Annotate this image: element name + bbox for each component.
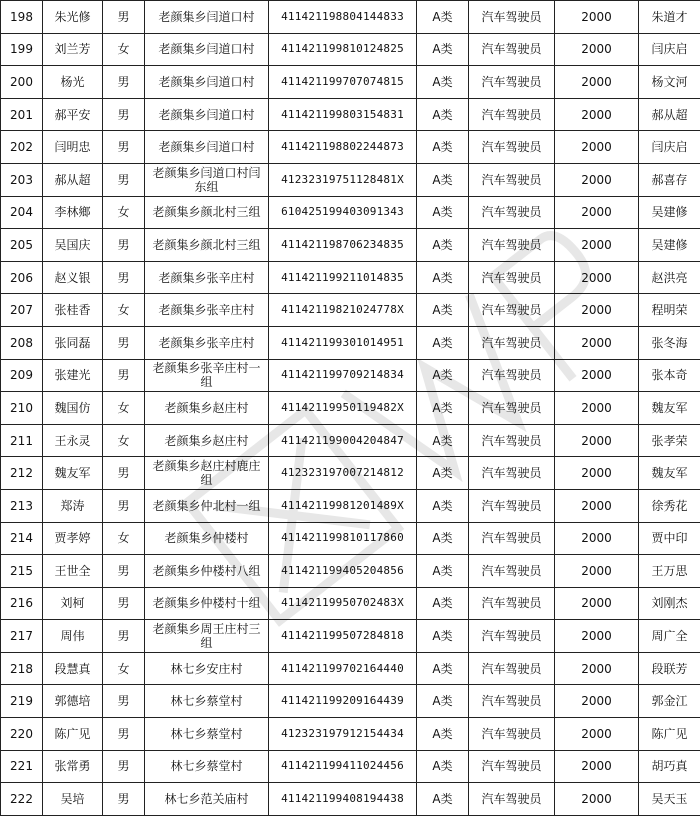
category-cell: A类 (417, 131, 469, 164)
category-cell: A类 (417, 718, 469, 751)
address-cell: 老颜集乡张辛庄村一组 (145, 359, 269, 392)
id-number-cell: 411421199803154831 (269, 98, 417, 131)
gender-cell: 男 (103, 620, 145, 653)
table-row (1, 33, 700, 66)
id-number-cell: 610425199403091343 (269, 196, 417, 229)
id-number-cell: 411421199507284818 (269, 620, 417, 653)
gender-cell: 男 (103, 163, 145, 196)
category-cell: A类 (417, 359, 469, 392)
amount-cell: 2000 (555, 98, 639, 131)
name-cell: 魏友军 (43, 457, 103, 490)
name-cell: 张建光 (43, 359, 103, 392)
address-cell: 林七乡安庄村 (145, 652, 269, 685)
amount-cell: 2000 (555, 555, 639, 588)
category-cell: A类 (417, 750, 469, 783)
gender-cell: 女 (103, 522, 145, 555)
row-number: 205 (1, 229, 43, 262)
id-number-cell: 411421199405204856 (269, 555, 417, 588)
id-number-cell: 411421198804144833 (269, 1, 417, 34)
amount-cell: 2000 (555, 261, 639, 294)
table-row (1, 163, 700, 196)
category-cell: A类 (417, 229, 469, 262)
table-row (1, 457, 700, 490)
row-number: 206 (1, 261, 43, 294)
table-row (1, 131, 700, 164)
category-cell: A类 (417, 555, 469, 588)
contact-cell: 周广全 (639, 620, 700, 653)
id-number-cell: 411421199702164440 (269, 652, 417, 685)
address-cell: 老颜集乡仲楼村 (145, 522, 269, 555)
gender-cell: 女 (103, 33, 145, 66)
category-cell: A类 (417, 196, 469, 229)
name-cell: 陈广见 (43, 718, 103, 751)
row-number: 200 (1, 66, 43, 99)
contact-cell: 魏友军 (639, 392, 700, 425)
gender-cell: 男 (103, 1, 145, 34)
contact-cell: 杨文河 (639, 66, 700, 99)
id-number-cell: 411421199209164439 (269, 685, 417, 718)
category-cell: A类 (417, 261, 469, 294)
contact-cell: 刘刚杰 (639, 587, 700, 620)
name-cell: 王永灵 (43, 424, 103, 457)
table-row (1, 522, 700, 555)
gender-cell: 男 (103, 229, 145, 262)
name-cell: 闫明忠 (43, 131, 103, 164)
table-row (1, 424, 700, 457)
job-type-cell: 汽车驾驶员 (469, 587, 555, 620)
gender-cell: 男 (103, 326, 145, 359)
contact-cell: 闫庆启 (639, 33, 700, 66)
address-cell: 老颜集乡颜北村三组 (145, 196, 269, 229)
contact-cell: 闫庆启 (639, 131, 700, 164)
gender-cell: 男 (103, 359, 145, 392)
contact-cell: 程明荣 (639, 294, 700, 327)
gender-cell: 女 (103, 196, 145, 229)
table-row (1, 1, 700, 34)
gender-cell: 男 (103, 131, 145, 164)
job-type-cell: 汽车驾驶员 (469, 229, 555, 262)
job-type-cell: 汽车驾驶员 (469, 522, 555, 555)
row-number: 210 (1, 392, 43, 425)
id-number-cell: 411421199707074815 (269, 66, 417, 99)
contact-cell: 吴建修 (639, 196, 700, 229)
gender-cell: 男 (103, 261, 145, 294)
name-cell: 魏国仿 (43, 392, 103, 425)
name-cell: 贾孝婷 (43, 522, 103, 555)
contact-cell: 吴建修 (639, 229, 700, 262)
table-row (1, 489, 700, 522)
job-type-cell: 汽车驾驶员 (469, 718, 555, 751)
gender-cell: 男 (103, 457, 145, 490)
name-cell: 吴国庆 (43, 229, 103, 262)
gender-cell: 男 (103, 750, 145, 783)
category-cell: A类 (417, 489, 469, 522)
address-cell: 老颜集乡赵庄村 (145, 424, 269, 457)
amount-cell: 2000 (555, 359, 639, 392)
row-number: 213 (1, 489, 43, 522)
table-row (1, 620, 700, 653)
category-cell: A类 (417, 522, 469, 555)
id-number-cell: 411421199301014951 (269, 326, 417, 359)
address-cell: 老颜集乡赵庄村鹿庄组 (145, 457, 269, 490)
contact-cell: 张孝荣 (639, 424, 700, 457)
contact-cell: 陈广见 (639, 718, 700, 751)
name-cell: 李林鄉 (43, 196, 103, 229)
job-type-cell: 汽车驾驶员 (469, 652, 555, 685)
name-cell: 王世全 (43, 555, 103, 588)
name-cell: 吴培 (43, 783, 103, 816)
gender-cell: 男 (103, 555, 145, 588)
row-number: 199 (1, 33, 43, 66)
amount-cell: 2000 (555, 718, 639, 751)
table-row (1, 66, 700, 99)
amount-cell: 2000 (555, 522, 639, 555)
amount-cell: 2000 (555, 750, 639, 783)
amount-cell: 2000 (555, 783, 639, 816)
id-number-cell: 411421199709214834 (269, 359, 417, 392)
contact-cell: 赵洪亮 (639, 261, 700, 294)
id-number-cell: 412323197007214812 (269, 457, 417, 490)
address-cell: 老颜集乡闫道口村 (145, 98, 269, 131)
name-cell: 段慧真 (43, 652, 103, 685)
job-type-cell: 汽车驾驶员 (469, 424, 555, 457)
address-cell: 林七乡蔡堂村 (145, 685, 269, 718)
job-type-cell: 汽车驾驶员 (469, 98, 555, 131)
name-cell: 周伟 (43, 620, 103, 653)
row-number: 204 (1, 196, 43, 229)
gender-cell: 女 (103, 424, 145, 457)
job-type-cell: 汽车驾驶员 (469, 555, 555, 588)
contact-cell: 郭金江 (639, 685, 700, 718)
name-cell: 张桂香 (43, 294, 103, 327)
contact-cell: 王万思 (639, 555, 700, 588)
name-cell: 杨光 (43, 66, 103, 99)
amount-cell: 2000 (555, 33, 639, 66)
amount-cell: 2000 (555, 424, 639, 457)
amount-cell: 2000 (555, 685, 639, 718)
name-cell: 刘兰芳 (43, 33, 103, 66)
amount-cell: 2000 (555, 457, 639, 490)
amount-cell: 2000 (555, 1, 639, 34)
contact-cell: 郝从超 (639, 98, 700, 131)
category-cell: A类 (417, 66, 469, 99)
name-cell: 郑涛 (43, 489, 103, 522)
category-cell: A类 (417, 163, 469, 196)
job-type-cell: 汽车驾驶员 (469, 33, 555, 66)
name-cell: 刘柯 (43, 587, 103, 620)
row-number: 201 (1, 98, 43, 131)
table-row (1, 783, 700, 816)
row-number: 203 (1, 163, 43, 196)
address-cell: 老颜集乡闫道口村 (145, 66, 269, 99)
id-number-cell: 411421199810124825 (269, 33, 417, 66)
id-number-cell: 41232319751128481X (269, 163, 417, 196)
table-row (1, 555, 700, 588)
job-type-cell: 汽车驾驶员 (469, 489, 555, 522)
address-cell: 老颜集乡赵庄村 (145, 392, 269, 425)
id-number-cell: 411421199211014835 (269, 261, 417, 294)
contact-cell: 魏友军 (639, 457, 700, 490)
table-row (1, 98, 700, 131)
table-row (1, 261, 700, 294)
job-type-cell: 汽车驾驶员 (469, 359, 555, 392)
row-number: 218 (1, 652, 43, 685)
row-number: 202 (1, 131, 43, 164)
address-cell: 老颜集乡闫道口村 (145, 1, 269, 34)
amount-cell: 2000 (555, 196, 639, 229)
contact-cell: 胡巧真 (639, 750, 700, 783)
id-number-cell: 41142119821024778X (269, 294, 417, 327)
gender-cell: 男 (103, 685, 145, 718)
amount-cell: 2000 (555, 326, 639, 359)
job-type-cell: 汽车驾驶员 (469, 261, 555, 294)
amount-cell: 2000 (555, 229, 639, 262)
row-number: 208 (1, 326, 43, 359)
amount-cell: 2000 (555, 489, 639, 522)
gender-cell: 男 (103, 489, 145, 522)
category-cell: A类 (417, 457, 469, 490)
address-cell: 老颜集乡张辛庄村 (145, 326, 269, 359)
id-number-cell: 411421198802244873 (269, 131, 417, 164)
amount-cell: 2000 (555, 620, 639, 653)
contact-cell: 贾中印 (639, 522, 700, 555)
table-row (1, 359, 700, 392)
name-cell: 朱光修 (43, 1, 103, 34)
gender-cell: 男 (103, 718, 145, 751)
address-cell: 老颜集乡闫道口村 (145, 131, 269, 164)
amount-cell: 2000 (555, 163, 639, 196)
job-type-cell: 汽车驾驶员 (469, 392, 555, 425)
amount-cell: 2000 (555, 652, 639, 685)
name-cell: 赵义银 (43, 261, 103, 294)
id-number-cell: 411421199810117860 (269, 522, 417, 555)
amount-cell: 2000 (555, 66, 639, 99)
name-cell: 郭德培 (43, 685, 103, 718)
address-cell: 老颜集乡颜北村三组 (145, 229, 269, 262)
job-type-cell: 汽车驾驶员 (469, 294, 555, 327)
job-type-cell: 汽车驾驶员 (469, 1, 555, 34)
gender-cell: 男 (103, 98, 145, 131)
job-type-cell: 汽车驾驶员 (469, 131, 555, 164)
address-cell: 老颜集乡仲楼村八组 (145, 555, 269, 588)
address-cell: 林七乡蔡堂村 (145, 718, 269, 751)
gender-cell: 女 (103, 294, 145, 327)
address-cell: 老颜集乡闫道口村 (145, 33, 269, 66)
id-number-cell: 411421199004204847 (269, 424, 417, 457)
table-row (1, 229, 700, 262)
row-number: 211 (1, 424, 43, 457)
id-number-cell: 411421199408194438 (269, 783, 417, 816)
amount-cell: 2000 (555, 131, 639, 164)
job-type-cell: 汽车驾驶员 (469, 66, 555, 99)
id-number-cell: 41142119950119482X (269, 392, 417, 425)
gender-cell: 女 (103, 652, 145, 685)
row-number: 207 (1, 294, 43, 327)
category-cell: A类 (417, 587, 469, 620)
address-cell: 老颜集乡张辛庄村 (145, 261, 269, 294)
row-number: 216 (1, 587, 43, 620)
address-cell: 老颜集乡闫道口村闫东组 (145, 163, 269, 196)
table-row (1, 326, 700, 359)
gender-cell: 男 (103, 587, 145, 620)
category-cell: A类 (417, 326, 469, 359)
table-row (1, 718, 700, 751)
job-type-cell: 汽车驾驶员 (469, 620, 555, 653)
id-number-cell: 411421198706234835 (269, 229, 417, 262)
row-number: 220 (1, 718, 43, 751)
name-cell: 张同磊 (43, 326, 103, 359)
table-row (1, 750, 700, 783)
category-cell: A类 (417, 685, 469, 718)
row-number: 222 (1, 783, 43, 816)
address-cell: 老颜集乡张辛庄村 (145, 294, 269, 327)
job-type-cell: 汽车驾驶员 (469, 457, 555, 490)
row-number: 212 (1, 457, 43, 490)
job-type-cell: 汽车驾驶员 (469, 783, 555, 816)
contact-cell: 吴天玉 (639, 783, 700, 816)
category-cell: A类 (417, 294, 469, 327)
address-cell: 老颜集乡周王庄村三组 (145, 620, 269, 653)
table-row (1, 392, 700, 425)
name-cell: 郝平安 (43, 98, 103, 131)
row-number: 209 (1, 359, 43, 392)
category-cell: A类 (417, 1, 469, 34)
row-number: 198 (1, 1, 43, 34)
id-number-cell: 411421199411024456 (269, 750, 417, 783)
row-number: 214 (1, 522, 43, 555)
address-cell: 老颜集乡仲北村一组 (145, 489, 269, 522)
category-cell: A类 (417, 33, 469, 66)
table-row (1, 587, 700, 620)
table-row (1, 294, 700, 327)
table-row (1, 685, 700, 718)
category-cell: A类 (417, 620, 469, 653)
row-number: 217 (1, 620, 43, 653)
contact-cell: 徐秀花 (639, 489, 700, 522)
job-type-cell: 汽车驾驶员 (469, 685, 555, 718)
category-cell: A类 (417, 424, 469, 457)
id-number-cell: 41142119981201489X (269, 489, 417, 522)
job-type-cell: 汽车驾驶员 (469, 196, 555, 229)
amount-cell: 2000 (555, 587, 639, 620)
amount-cell: 2000 (555, 392, 639, 425)
category-cell: A类 (417, 98, 469, 131)
address-cell: 老颜集乡仲楼村十组 (145, 587, 269, 620)
category-cell: A类 (417, 783, 469, 816)
address-cell: 林七乡蔡堂村 (145, 750, 269, 783)
category-cell: A类 (417, 652, 469, 685)
name-cell: 张常勇 (43, 750, 103, 783)
row-number: 219 (1, 685, 43, 718)
contact-cell: 段联芳 (639, 652, 700, 685)
gender-cell: 男 (103, 783, 145, 816)
gender-cell: 男 (103, 66, 145, 99)
id-number-cell: 41142119950702483X (269, 587, 417, 620)
job-type-cell: 汽车驾驶员 (469, 326, 555, 359)
id-number-cell: 412323197912154434 (269, 718, 417, 751)
name-cell: 郝从超 (43, 163, 103, 196)
gender-cell: 女 (103, 392, 145, 425)
category-cell: A类 (417, 392, 469, 425)
row-number: 215 (1, 555, 43, 588)
table-row (1, 196, 700, 229)
amount-cell: 2000 (555, 294, 639, 327)
address-cell: 林七乡范关庙村 (145, 783, 269, 816)
job-type-cell: 汽车驾驶员 (469, 163, 555, 196)
contact-cell: 张冬海 (639, 326, 700, 359)
job-type-cell: 汽车驾驶员 (469, 750, 555, 783)
contact-cell: 朱道才 (639, 1, 700, 34)
contact-cell: 张本奇 (639, 359, 700, 392)
contact-cell: 郝喜存 (639, 163, 700, 196)
row-number: 221 (1, 750, 43, 783)
table-row (1, 652, 700, 685)
